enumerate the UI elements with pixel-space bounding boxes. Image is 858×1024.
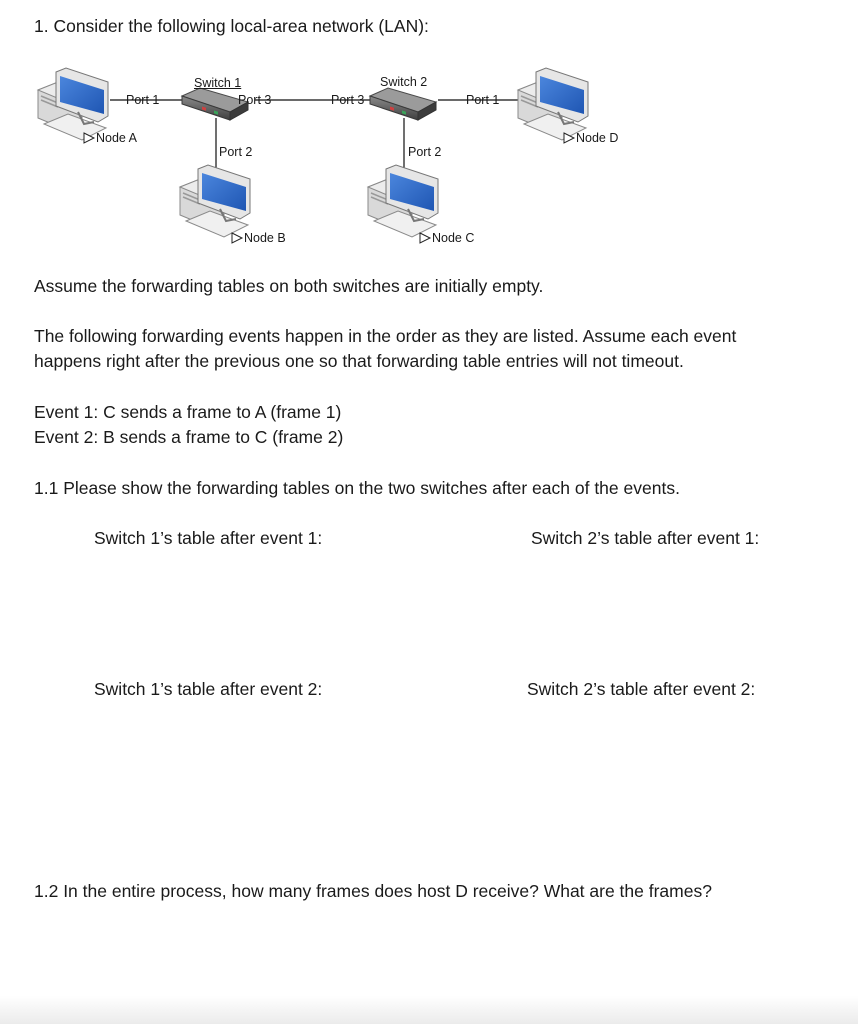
- s2-port-3-label: Port 3: [331, 93, 365, 107]
- event-1: Event 1: C sends a frame to A (frame 1): [34, 402, 342, 422]
- node-d-computer-icon: [518, 68, 588, 140]
- s2-port-1-label: Port 1: [466, 93, 500, 107]
- question-1-title: 1. Consider the following local-area network (LAN):: [34, 16, 429, 36]
- switch-2-label: Switch 2: [380, 75, 428, 89]
- event-2: Event 2: B sends a frame to C (frame 2): [34, 427, 344, 447]
- node-d-label: Node D: [576, 131, 619, 145]
- switch-1-label: Switch 1: [194, 76, 242, 90]
- s1-port-2-label: Port 2: [219, 145, 253, 159]
- assumption-text: Assume the forwarding tables on both switches are initially empty.: [34, 276, 544, 296]
- events-intro-line-2: happens right after the previous one so that forwarding table entries will not timeout.: [34, 351, 684, 371]
- page-bottom-fade: [0, 996, 858, 1024]
- lan-diagram: [0, 0, 858, 260]
- node-c-label: Node C: [432, 231, 475, 245]
- node-c-computer-icon: [368, 165, 438, 237]
- events-intro-line-1: The following forwarding events happen in the order as they are listed. Assume each event: [34, 326, 737, 346]
- node-a-label: Node A: [96, 131, 138, 145]
- switch-1-after-event-2: Switch 1’s table after event 2:: [94, 679, 323, 699]
- switch-2-after-event-2: Switch 2’s table after event 2:: [527, 679, 756, 699]
- question-1-1: 1.1 Please show the forwarding tables on the two switches after each of the events.: [34, 478, 680, 498]
- switch-2-after-event-1: Switch 2’s table after event 1:: [531, 528, 760, 548]
- node-a-computer-icon: [38, 68, 108, 140]
- switch-2-icon: [370, 88, 436, 120]
- node-b-computer-icon: [180, 165, 250, 237]
- question-1-2: 1.2 In the entire process, how many frames does host D receive? What are the frames?: [34, 881, 712, 901]
- s2-port-2-label: Port 2: [408, 145, 442, 159]
- node-b-label: Node B: [244, 231, 286, 245]
- s1-port-1-label: Port 1: [126, 93, 160, 107]
- s1-port-3-label: Port 3: [238, 93, 272, 107]
- switch-1-after-event-1: Switch 1’s table after event 1:: [94, 528, 323, 548]
